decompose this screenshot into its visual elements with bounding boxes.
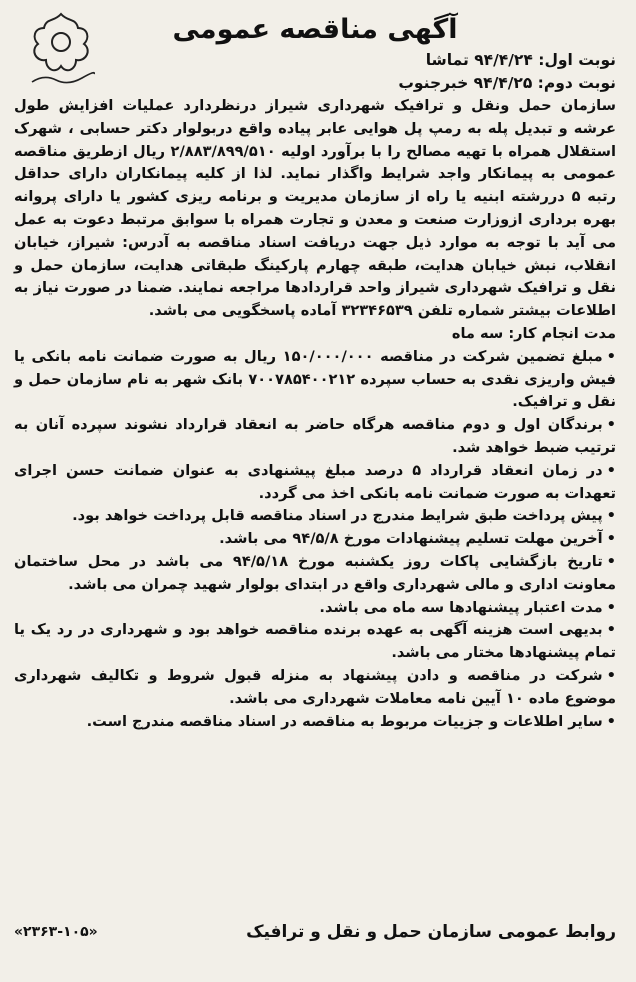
- notice-footer: [14, 922, 616, 942]
- publication-second: نوبت دوم: ۹۴/۴/۲۵ خبرجنوب: [398, 74, 616, 92]
- condition-item: •مبلغ تضمین شرکت در مناقصه ۱۵۰/۰۰۰/۰۰۰ ریال به صورت ضمانت نامه بانکی یا فیش واریزی نقدی به حساب سپرده ۷۰۰۷۸۵۴۰۰۲۱۲ بانک شهر به نام سازمان حمل و نقل و ترافیک.: [14, 347, 616, 411]
- bullet-icon: •: [606, 347, 616, 365]
- bullet-icon: •: [606, 666, 616, 684]
- work-duration: مدت انجام کار: سه ماه: [451, 324, 616, 342]
- bullet-icon: •: [606, 461, 616, 479]
- bullet-icon: •: [606, 530, 616, 548]
- footer-code: «۲۳۶۳-۱۰۵»: [14, 924, 98, 940]
- bullet-icon: •: [606, 552, 616, 570]
- condition-item: •بدیهی است هزینه آگهی به عهده برنده مناقصه خواهد بود و شهرداری در رد یک یا تمام پیشنهادها مختار می باشد.: [14, 621, 616, 662]
- condition-item: •پیش پرداخت طبق شرایط مندرج در اسناد مناقصه قابل پرداخت خواهد بود.: [72, 507, 616, 525]
- bullet-icon: •: [606, 507, 616, 525]
- condition-item: •در زمان انعقاد قرارداد ۵ درصد مبلغ پیشنهادی به عنوان ضمانت حسن اجرای تعهدات به صورت ضمانت نامه بانکی اخذ می گردد.: [14, 461, 616, 502]
- condition-item: •سایر اطلاعات و جزییات مربوط به مناقصه در اسناد مناقصه مندرج است.: [86, 712, 616, 730]
- condition-item: •مدت اعتبار پیشنهادها سه ماه می باشد.: [319, 598, 616, 616]
- bullet-icon: •: [606, 416, 616, 434]
- condition-item: •آخرین مهلت تسلیم پیشنهادات مورخ ۹۴/۵/۸ می باشد.: [219, 530, 616, 548]
- bullet-icon: •: [606, 712, 616, 730]
- notice-title: آگهی مناقصه عمومی: [172, 14, 458, 45]
- notice-intro: سازمان حمل ونقل و ترافیک شهرداری شیراز درنظردارد عملیات افزایش طول عرشه و تبدیل پله به رمپ پل هوایی عابر پیاده واقع دربولوار دکتر حسابی ، شهرک استقلال همراه با تهیه مصالح را با برآورد اولیه ۲/۸۸۳/۸۹۹/۵۱۰ ریال ازطریق مناقصه عمومی به پیمانکار واجد شرایط واگذار نماید. لذا از کلیه پیمانکاران دارای حداقل رتبه ۵ دررشته ابنیه یا راه از سازمان مدیریت و برنامه ریزی کشور یا دارای پروانه بهره برداری ازوزارت صنعت و معدن و تجارت همراه با سوابق مرتبط دعوت به عمل می آید با توجه به موارد ذیل جهت دریافت اسناد مناقصه به آدرس: شیراز، خیابان انقلاب، نبش خیابان هدایت، طبقه چهارم پارکینگ طبقاتی هدایت، سازمان حمل و نقل و ترافیک شهرداری شیراز واحد قراردادها مراجعه نمایند. ضمنا در صورت نیاز به اطلاعات بیشتر شماره تلفن ۳۲۳۴۶۵۳۹ آماده پاسخگویی می باشد.: [14, 97, 616, 320]
- condition-item: •تاریخ بازگشایی پاکات روز یکشنبه مورخ ۹۴/۵/۱۸ می باشد در محل ساختمان معاونت اداری و مالی شهرداری واقع در ابتدای بولوار شهید چمران می باشد.: [14, 552, 616, 593]
- bullet-icon: •: [606, 598, 616, 616]
- conditions-list: [14, 346, 616, 734]
- condition-item: •برندگان اول و دوم مناقصه هرگاه حاضر به انعقاد قرارداد نشوند سپرده آنان به ترتیب ضبط خواهد شد.: [14, 416, 616, 456]
- shiraz-municipality-logo-icon: [24, 8, 98, 90]
- condition-item: •شرکت در مناقصه و دادن پیشنهاد به منزله قبول شروط و تکالیف شهرداری موضوع ماده ۱۰ آیین نامه معاملات شهرداری می باشد.: [14, 666, 616, 707]
- publication-first: نوبت اول: ۹۴/۴/۲۴ تماشا: [425, 51, 616, 69]
- footer-organization: روابط عمومی سازمان حمل و نقل و ترافیک: [246, 922, 616, 942]
- bullet-icon: •: [606, 621, 616, 639]
